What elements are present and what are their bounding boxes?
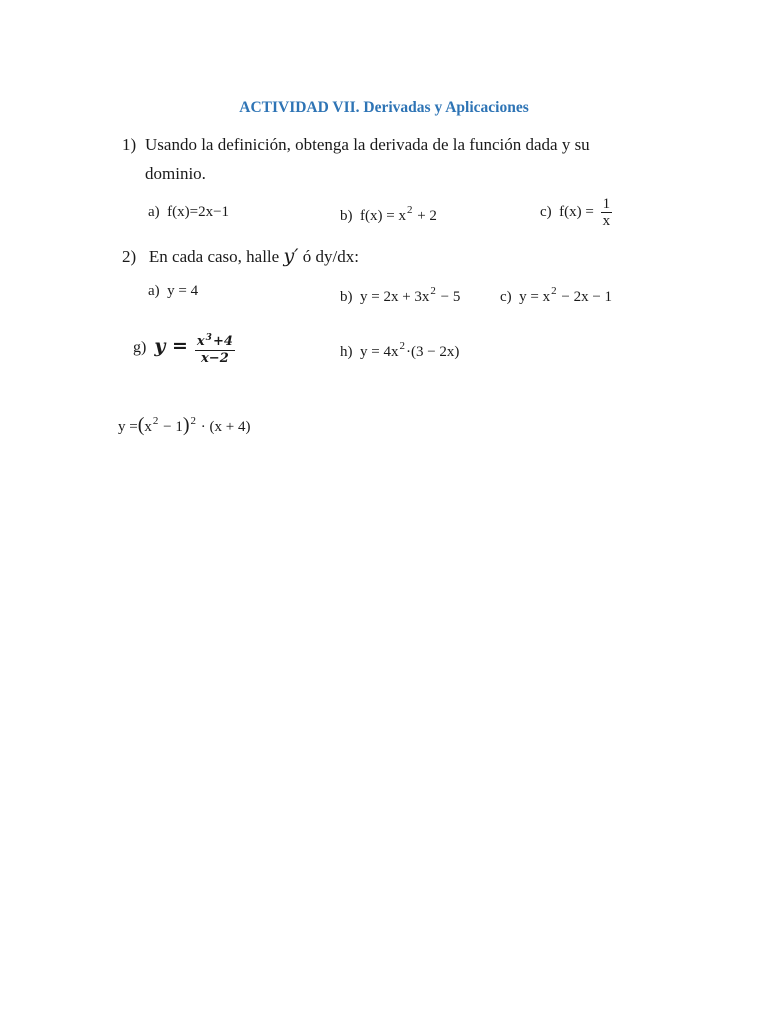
- q1-item-c: [540, 196, 612, 229]
- extra-exponent-1: 2: [152, 415, 159, 427]
- q1-item-c-label: c): [540, 203, 552, 220]
- q2-item-b: [340, 285, 460, 306]
- q1-item-b-exponent: 2: [406, 204, 413, 216]
- question-1-number: 1): [122, 135, 137, 154]
- q2-item-g-lhs: y =: [154, 335, 188, 358]
- extra-close-paren: ): [182, 414, 190, 436]
- question-2-post: ó dy/dx:: [302, 247, 359, 266]
- q2-item-c-post: − 2x − 1: [561, 289, 613, 305]
- q2-item-c-label: c): [500, 289, 512, 305]
- q2-item-g-num-exponent: 3: [205, 333, 212, 343]
- extra-pre: y =: [118, 419, 138, 435]
- q2-item-g-num-rest: +4: [212, 334, 233, 349]
- extra-open-paren: (: [137, 414, 145, 436]
- extra-base: x: [144, 419, 152, 435]
- q1-item-a: [148, 204, 229, 221]
- q2-item-a-expr: y = 4: [167, 283, 199, 299]
- q1-item-b-rest: + 2: [417, 208, 437, 224]
- q1-item-b-base: f(x) = x: [360, 208, 406, 224]
- q2-item-b-label: b): [340, 289, 353, 305]
- q2-item-b-exponent: 2: [430, 285, 436, 297]
- q1-item-c-lhs: f(x) =: [559, 203, 594, 220]
- q2-item-g-num-base: x: [196, 334, 205, 349]
- q1-item-b: [340, 204, 437, 225]
- q1-item-a-label: a): [148, 204, 160, 220]
- q2-item-b-post: − 5: [440, 289, 461, 305]
- q2-item-g-numerator: [195, 330, 235, 351]
- q2-item-c-exponent: 2: [551, 285, 557, 297]
- question-2: [122, 245, 359, 267]
- q2-item-g: [133, 330, 235, 367]
- q1-item-c-numerator: 1: [602, 196, 611, 212]
- q2-item-b-pre: y = 2x + 3x: [360, 289, 430, 305]
- page-title: ACTIVIDAD VII. Derivadas y Aplicaciones: [239, 99, 529, 116]
- q2-item-c-pre: y = x: [519, 289, 551, 305]
- q2-item-a: [148, 283, 198, 300]
- q2-item-h-label: h): [340, 344, 353, 360]
- extra-expression: [118, 414, 250, 437]
- question-1-text-line2: dominio.: [145, 164, 206, 183]
- extra-mid: − 1: [163, 419, 183, 435]
- q2-item-h-pre: y = 4x: [360, 344, 399, 360]
- extra-post: · (x + 4): [200, 419, 251, 435]
- question-2-number: 2): [122, 247, 137, 266]
- q1-item-b-label: b): [340, 208, 353, 224]
- q2-item-g-label: g): [133, 339, 147, 357]
- question-2-yprime: y′: [283, 245, 299, 267]
- q2-item-g-fraction: [195, 330, 235, 367]
- q1-item-a-expr: f(x)=2x−1: [167, 204, 230, 220]
- question-1-text-line1: Usando la definición, obtenga la derivada de la función dada y su: [145, 135, 590, 154]
- q1-item-c-fraction: [601, 196, 613, 229]
- q2-item-g-denominator: x−2: [201, 351, 229, 366]
- q2-item-h: [340, 340, 459, 361]
- extra-exponent-2: 2: [190, 415, 197, 427]
- q2-item-c: [500, 285, 612, 306]
- q2-item-h-post: ·(3 − 2x): [405, 344, 460, 360]
- q1-item-c-denominator: x: [602, 213, 611, 229]
- q2-item-a-label: a): [148, 283, 160, 299]
- q2-item-h-exponent: 2: [399, 340, 405, 352]
- question-2-pre: En cada caso, halle: [148, 247, 280, 266]
